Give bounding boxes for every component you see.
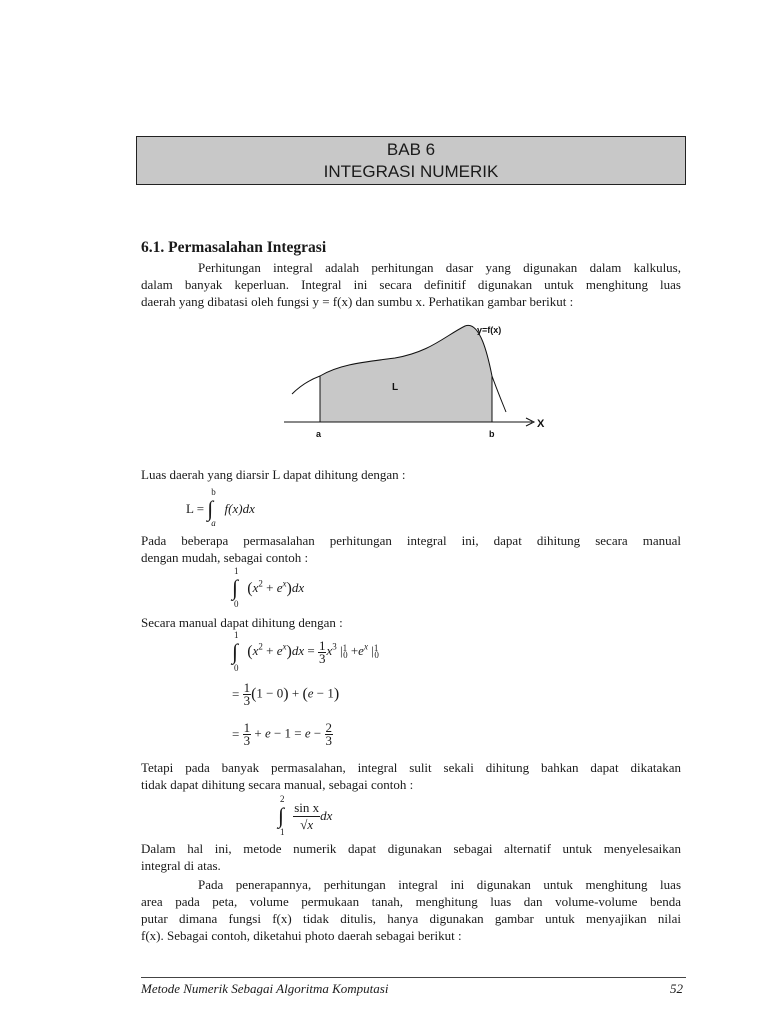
chapter-title: INTEGRASI NUMERIK (323, 162, 499, 181)
eq3-integral (232, 632, 244, 672)
eq2-upper-limit: 1 (234, 566, 239, 576)
para3-line2: dengan mudah, sebagai contoh : (141, 550, 309, 565)
para7-line1: Pada penerapannya, perhitungan integral ini digunakan untuk menghitung luas (198, 877, 681, 892)
eq1-upper-limit: b (211, 487, 216, 497)
eq6-fraction (293, 800, 320, 833)
eq6-dx: dx (320, 808, 333, 823)
equation-manual-step1 (232, 632, 379, 672)
equation-manual-step2: = $\frac{1}{3}$ (1 − 0) + (e − 1) (232, 680, 340, 708)
para1-line3: daerah yang dibatasi oleh fungsi y = f(x) dan sumbu x. Perhatikan gambar berikut : (141, 294, 574, 309)
section-heading: 6.1. Permasalahan Integrasi (141, 239, 327, 256)
eq6-integral (278, 795, 290, 837)
area-label: L (392, 382, 399, 393)
eq1-integrand: f(x)dx (224, 501, 255, 516)
eq6-upper-limit: 2 (280, 794, 285, 804)
eq6-lower-limit: 1 (280, 827, 285, 837)
equation-example-integral (232, 568, 304, 608)
para1-line2: dalam banyak keperluan. Integral ini secara definitif digunakan untuk menghitung luas (141, 277, 681, 292)
integral-sign: ∫ (278, 803, 285, 828)
integral-sign: ∫ (207, 496, 214, 521)
footer-divider (141, 977, 686, 978)
curve-label: y=f(x) (477, 325, 502, 335)
para5-line2: tidak dapat dihitung secara manual, sebagai contoh : (141, 777, 414, 792)
x-axis-label: X (537, 418, 545, 430)
eq2-integrand: $(x^2 + e^x)dx$ (247, 578, 305, 597)
para3-line1: Pada beberapa permasalahan perhitungan integral ini, dapat dihitung secara manual (141, 533, 681, 548)
page-number: 52 (670, 981, 683, 996)
para4: Secara manual dapat dihitung dengan : (141, 615, 343, 630)
eq1-integral (207, 487, 221, 528)
eq6-numerator: sin x (294, 799, 320, 815)
para5-line1: Tetapi pada banyak permasalahan, integral sulit sekali dihitung bahkan dapat dikatakan (141, 760, 681, 775)
eq1-lhs: L = (186, 501, 205, 516)
chapter-number: BAB 6 (386, 140, 436, 159)
para7-line3: putar dimana fungsi f(x) tidak ditulis, hanya digunakan gambar untuk menyajikan nilai (141, 911, 681, 926)
bound-label-b: b (489, 429, 495, 439)
bound-label-a: a (316, 429, 322, 439)
para2: Luas daerah yang diarsir L dapat dihitung dengan : (141, 467, 406, 482)
para7-line4: f(x). Sebagai contoh, diketahui photo daerah sebagai berikut : (141, 928, 462, 943)
eq2-lower-limit: 0 (234, 599, 239, 609)
area-under-curve-figure (280, 316, 560, 444)
eq3-upper-limit: 1 (234, 630, 239, 640)
eq3-body: $(x^2 + e^x)dx$ = $\frac{1}{3}$ $x^3$ $|^1_0 +e^x$ $|^1_0$ (247, 637, 379, 666)
integral-sign: ∫ (232, 639, 239, 664)
para7-line2: area pada peta, volume permukaan tanah, menghitung luas dan volume-volume benda (141, 894, 681, 909)
equation-area-integral (186, 487, 255, 528)
equation-manual-step3: = $\frac{1}{3}$ + e − 1 = e − $\frac{2}{3}$ (232, 720, 333, 748)
shaded-area-L (320, 325, 492, 422)
eq1-lower-limit: a (211, 518, 216, 528)
para1-line1: Perhitungan integral adalah perhitungan dasar yang digunakan dalam kalkulus, (198, 260, 681, 275)
eq2-integral (232, 568, 244, 608)
eq3-lower-limit: 0 (234, 663, 239, 673)
para6-line1: Dalam hal ini, metode numerik dapat digunakan sebagai alternatif untuk menyelesaikan (141, 841, 681, 856)
eq6-denominator: √x (300, 816, 314, 832)
integral-sign: ∫ (232, 575, 239, 600)
footer-book-title: Metode Numerik Sebagai Algoritma Komputasi (141, 981, 389, 996)
para6-line2: integral di atas. (141, 858, 221, 873)
equation-hard-integral (278, 795, 332, 837)
chapter-title-box (136, 136, 686, 185)
